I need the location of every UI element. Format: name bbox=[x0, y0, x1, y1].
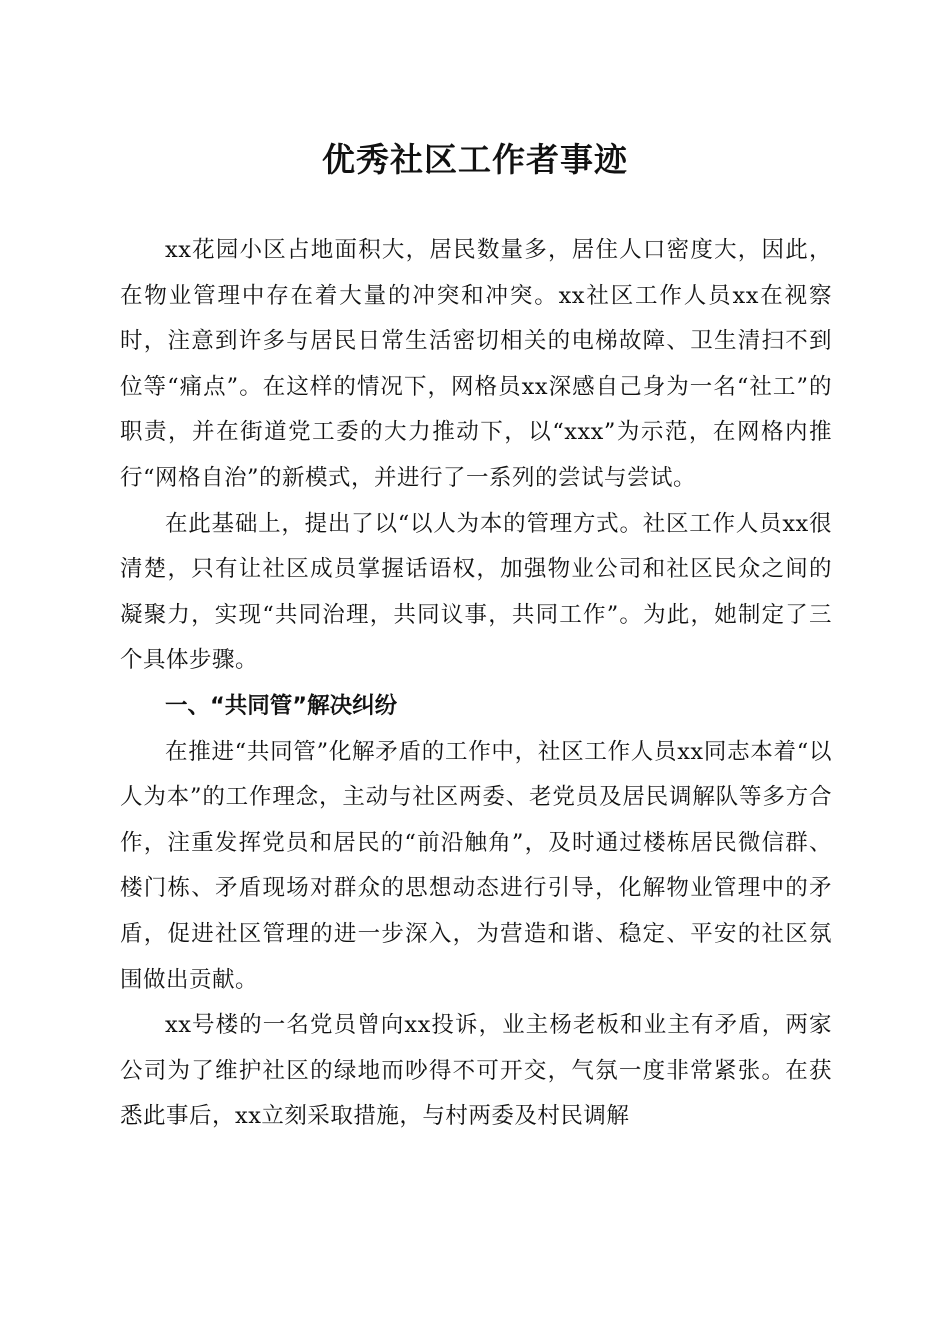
document-body bbox=[120, 228, 832, 1140]
paragraph-1: xx花园小区占地面积大，居民数量多，居住人口密度大，因此，在物业管理中存在着大量的冲突和冲突。xx社区工作人员xx在视察时，注意到许多与居民日常生活密切相关的电梯故障、卫生清扫不到位等“痛点”。在这样的情况下，网格员xx深感自己身为一名“社工”的职责，并在街道党工委的大力推动下，以“xxx”为示范，在网格内推行“网格自治”的新模式，并进行了一系列的尝试与尝试。 bbox=[120, 237, 832, 491]
section-heading-1: 一、“共同管”解决纠纷 bbox=[165, 692, 398, 719]
paragraph-3: 在推进“共同管”化解矛盾的工作中，社区工作人员xx同志本着“以人为本”的工作理念，主动与社区两委、老党员及居民调解队等多方合作，注重发挥党员和居民的“前沿触角”，及时通过楼栋居民微信群、楼门栋、矛盾现场对群众的思想动态进行引导，化解物业管理中的矛盾，促进社区管理的进一步深入，为营造和谐、稳定、平安的社区氛围做出贡献。 bbox=[120, 738, 832, 993]
document-title: 优秀社区工作者事迹 bbox=[322, 140, 628, 179]
paragraph-4: xx号楼的一名党员曾向xx投诉，业主杨老板和业主有矛盾，两家公司为了维护社区的绿地而吵得不可开交，气氛一度非常紧张。在获悉此事后，xx立刻采取措施，与村两委及村民调解 bbox=[120, 1012, 832, 1130]
paragraph-2: 在此基础上，提出了以“以人为本的管理方式。社区工作人员xx很清楚，只有让社区成员掌握话语权，加强物业公司和社区民众之间的凝聚力，实现“共同治理，共同议事，共同工作”。为此，她制定了三个具体步骤。 bbox=[120, 510, 832, 674]
